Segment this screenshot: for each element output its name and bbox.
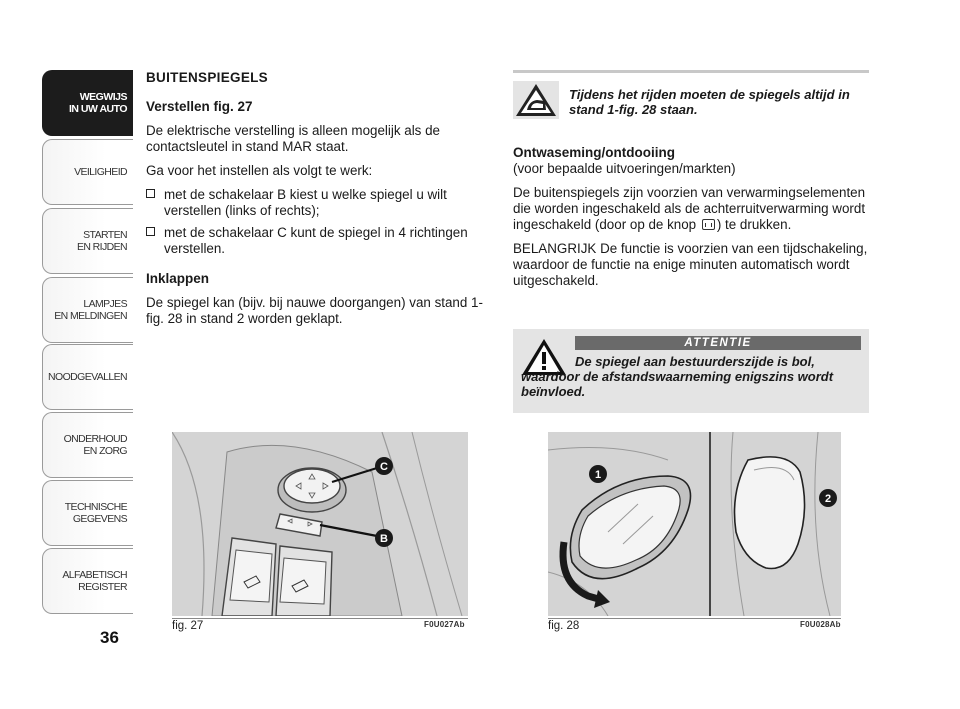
list-item: met de schakelaar C kunt de spiegel in 4 richtingen verstellen. bbox=[146, 225, 496, 257]
caption-rule bbox=[172, 618, 468, 619]
callout-c-label: C bbox=[380, 461, 388, 473]
tab-starten[interactable]: STARTEN EN RIJDEN bbox=[42, 208, 133, 274]
position-2-label: 2 bbox=[824, 493, 832, 505]
mirror-switch-illustration bbox=[172, 432, 468, 616]
paragraph: De spiegel kan (bijv. bij nauwe doorgangen) van stand 1-fig. 28 in stand 2 worden geklapt. bbox=[146, 295, 483, 326]
callout-b-label: B bbox=[380, 533, 388, 545]
heading-ontwaseming: Ontwaseming/ontdooiing bbox=[513, 145, 675, 160]
warning-text: Tijdens het rijden moeten de spiegels altijd in stand 1-fig. 28 staan. bbox=[569, 87, 850, 117]
attention-label: ATTENTIE bbox=[575, 336, 861, 350]
list-item: met de schakelaar B kiest u welke spiegel u wilt verstellen (links of rechts); bbox=[146, 187, 496, 219]
caption-rule bbox=[548, 618, 841, 619]
bullet-list bbox=[146, 187, 496, 257]
mirror-fold-illustration bbox=[548, 432, 841, 616]
rear-defrost-icon bbox=[702, 219, 715, 230]
tab-veiligheid[interactable]: VEILIGHEID bbox=[42, 139, 133, 205]
figure-27-code: F0U027Ab bbox=[424, 620, 465, 629]
position-1-label: 1 bbox=[594, 469, 602, 481]
attention-text: De spiegel aan bestuurderszijde is bol, waardoor de afstandswaarneming enigszins wordt beïnvloed. bbox=[521, 354, 834, 399]
tab-register[interactable]: ALFABETISCH REGISTER bbox=[42, 548, 133, 614]
paragraph: De buitenspiegels zijn voorzien van verwarmingselementen die worden ingeschakeld als de achterruitverwarming wordt ingeschakeld (door op de knop ) te drukken. bbox=[513, 185, 866, 232]
right-column bbox=[513, 70, 869, 297]
paragraph: De elektrische verstelling is alleen mogelijk als de contactsleutel in stand MAR staat. bbox=[146, 123, 440, 154]
tab-technische[interactable]: TECHNISCHE GEGEVENS bbox=[42, 480, 133, 546]
paragraph: BELANGRIJK De functie is voorzien van een tijdschakeling, waardoor de functie na enige minuten automatisch wordt uitgeschakeld. bbox=[513, 241, 868, 288]
tab-noodgevallen[interactable]: NOODGEVALLEN bbox=[42, 344, 133, 410]
tab-lampjes[interactable]: LAMPJES EN MELDINGEN bbox=[42, 277, 133, 343]
figure-28-caption: fig. 28 bbox=[548, 620, 580, 632]
checkbox-bullet-icon bbox=[146, 227, 155, 236]
figure-28-mirror-fold bbox=[548, 432, 841, 616]
heading-note: (voor bepaalde uitvoeringen/markten) bbox=[513, 161, 736, 176]
figure-27-switches bbox=[172, 432, 468, 616]
page-number: 36 bbox=[100, 628, 119, 647]
divider bbox=[513, 70, 869, 73]
attention-box bbox=[513, 329, 869, 413]
checkbox-bullet-icon bbox=[146, 189, 155, 198]
warning-note bbox=[513, 81, 869, 119]
paragraph: Ga voor het instellen als volgt te werk: bbox=[146, 163, 373, 178]
figure-28-code: F0U028Ab bbox=[800, 620, 841, 629]
warning-mirror-icon bbox=[513, 81, 559, 119]
subheading-verstellen: Verstellen fig. 27 bbox=[146, 99, 253, 114]
left-column bbox=[146, 70, 496, 335]
subheading-inklappen: Inklappen bbox=[146, 271, 210, 286]
tab-wegwijs[interactable]: WEGWIJS IN UW AUTO bbox=[42, 70, 133, 136]
tab-onderhoud[interactable]: ONDERHOUD EN ZORG bbox=[42, 412, 133, 478]
section-title: BUITENSPIEGELS bbox=[146, 70, 268, 85]
figure-27-caption: fig. 27 bbox=[172, 620, 204, 632]
